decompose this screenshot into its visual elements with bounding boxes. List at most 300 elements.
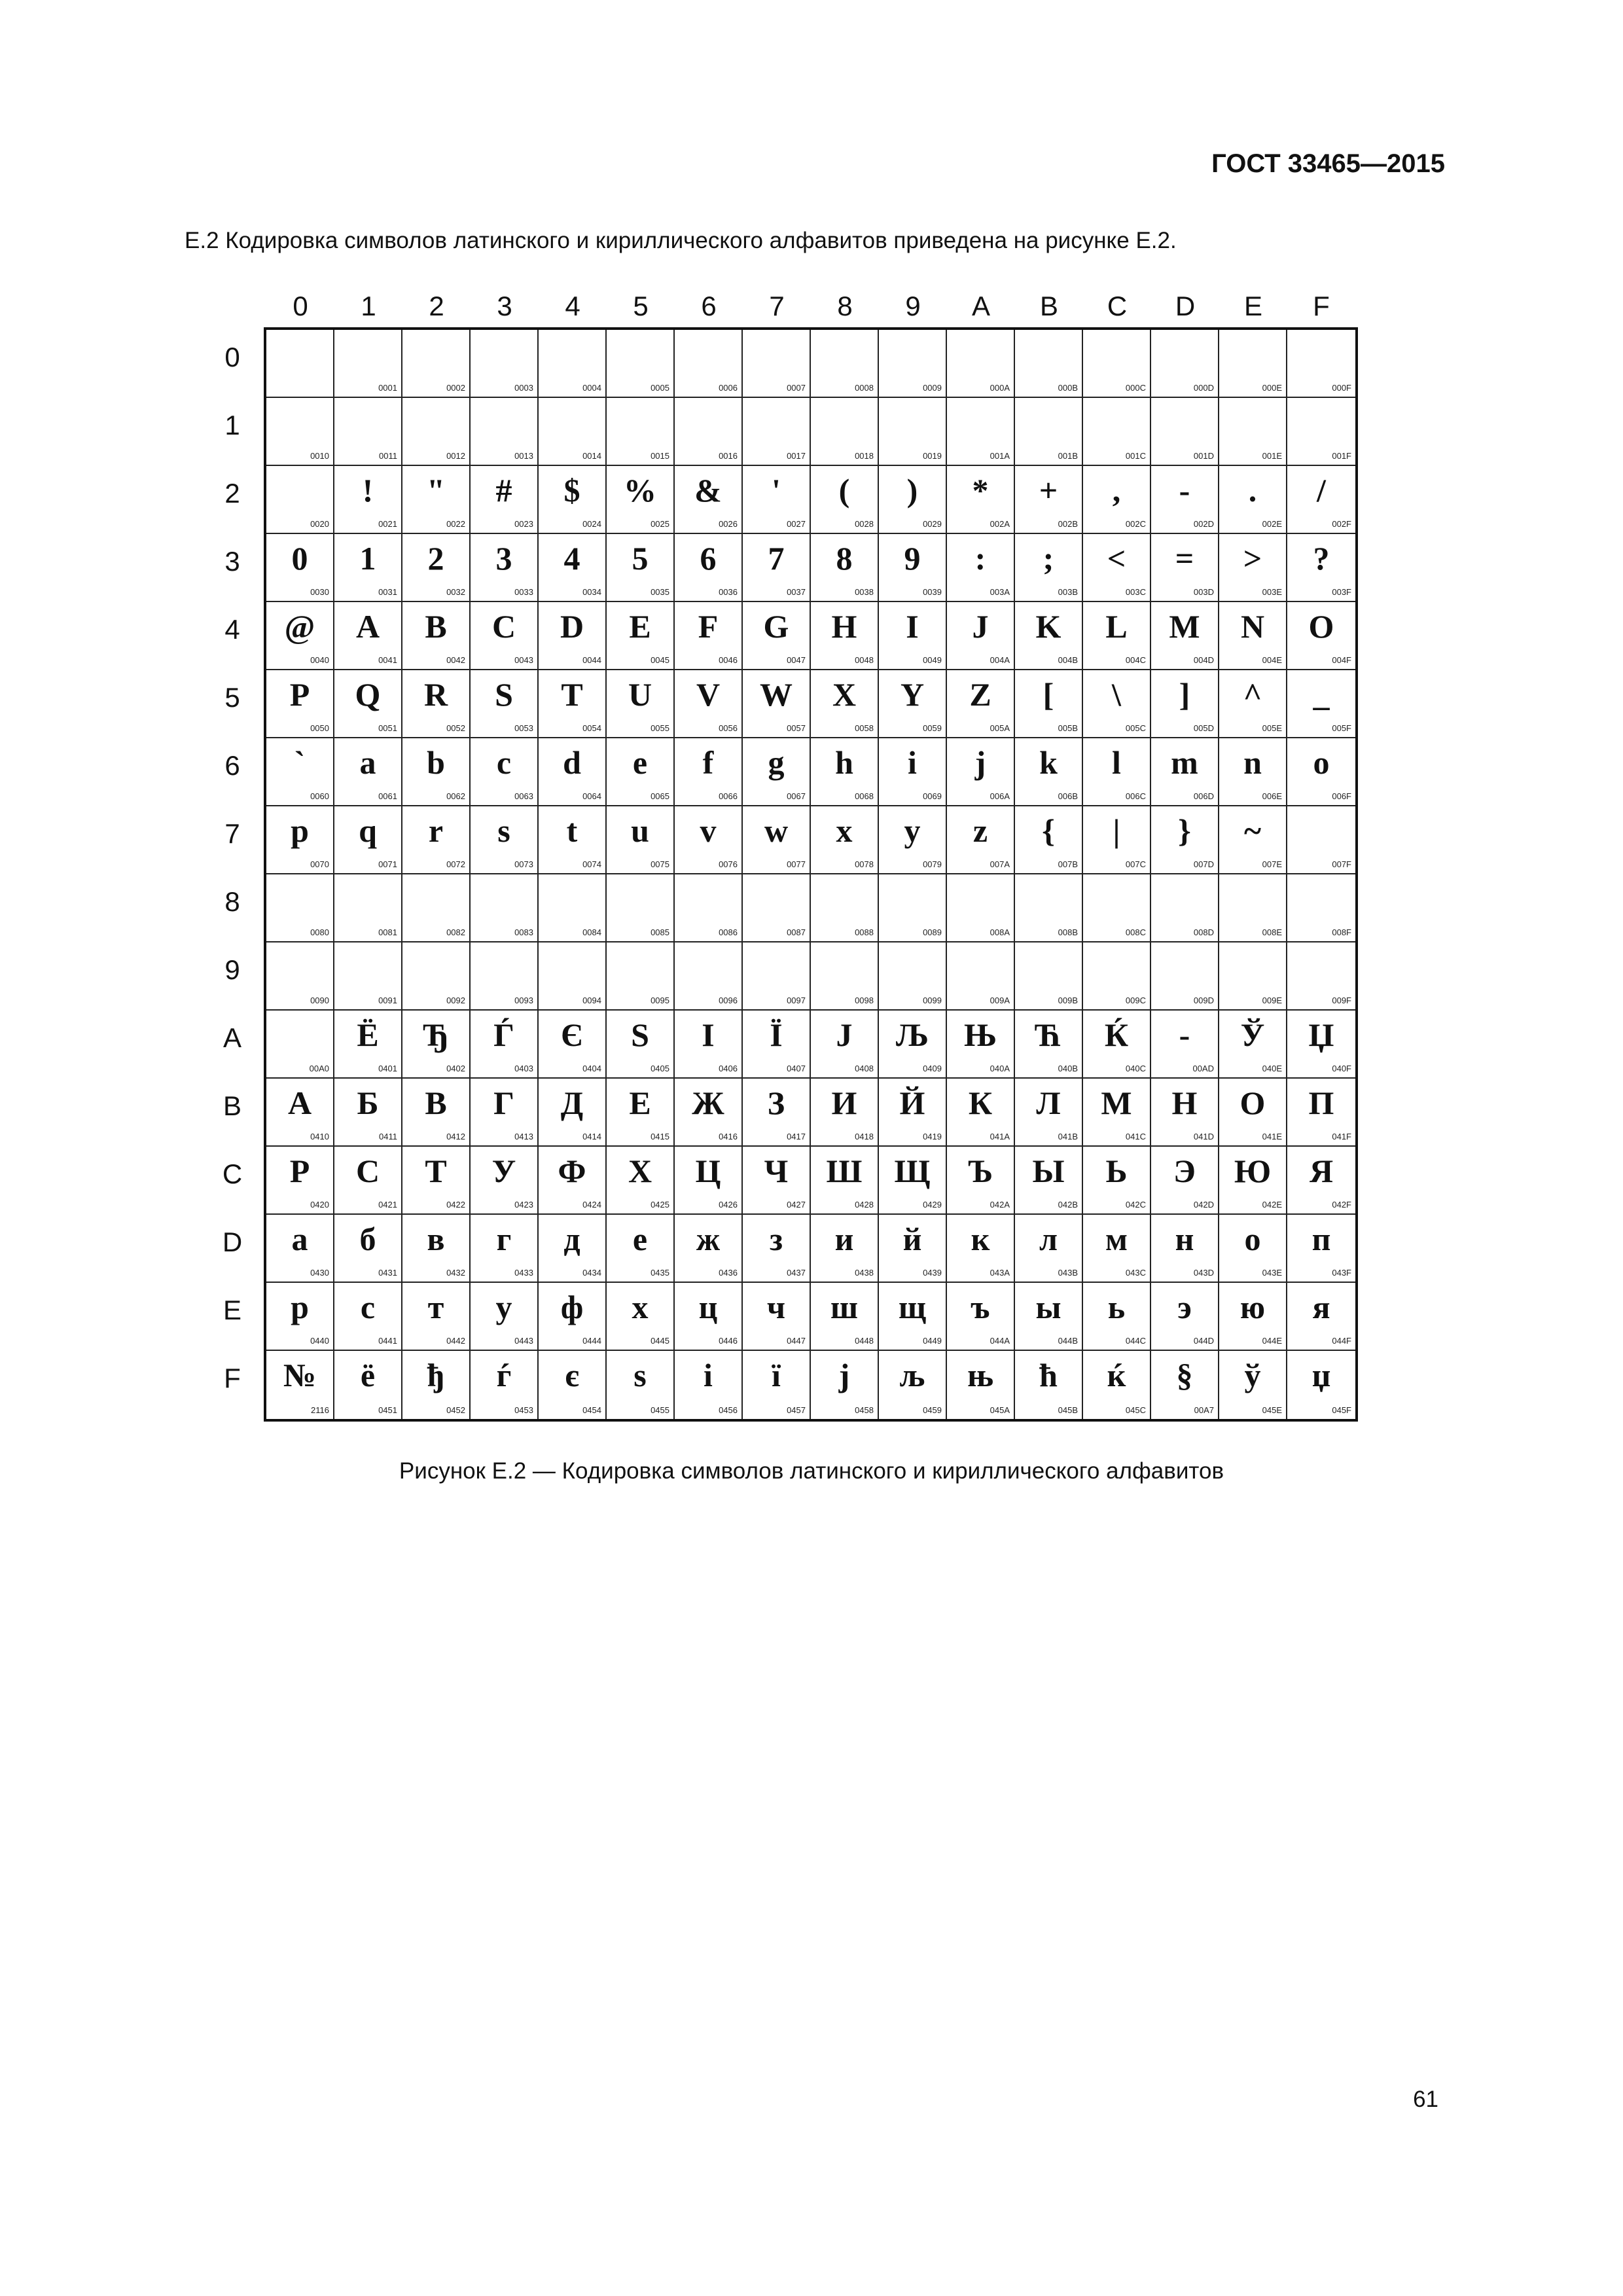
row-label: 0 xyxy=(224,342,240,372)
glyph: [ xyxy=(1043,676,1054,713)
code-point: 0012 xyxy=(446,451,465,461)
code-point: 0452 xyxy=(446,1405,465,1415)
code-point: 001E xyxy=(1262,451,1282,461)
glyph: > xyxy=(1243,540,1262,577)
glyph: Щ xyxy=(894,1153,931,1189)
table-cell xyxy=(334,874,402,942)
code-point: 007E xyxy=(1262,859,1282,869)
table-cell xyxy=(743,1283,811,1351)
table-cell xyxy=(1151,1351,1219,1419)
glyph: @ xyxy=(284,608,315,645)
table-cell xyxy=(334,1011,402,1079)
table-cell xyxy=(1287,330,1355,398)
table-cell xyxy=(675,1147,743,1215)
table-cell xyxy=(1151,806,1219,874)
code-point: 001B xyxy=(1058,451,1078,461)
code-point: 045E xyxy=(1262,1405,1282,1415)
code-point: 0068 xyxy=(855,791,874,801)
table-cell xyxy=(675,398,743,466)
table-cell xyxy=(743,670,811,738)
table-cell xyxy=(607,1283,675,1351)
table-cell xyxy=(402,1283,471,1351)
code-point: 001C xyxy=(1125,451,1146,461)
code-point: 0422 xyxy=(446,1200,465,1210)
code-point: 0098 xyxy=(855,996,874,1005)
table-cell xyxy=(471,942,539,1011)
table-cell xyxy=(675,602,743,670)
table-cell xyxy=(266,1079,334,1147)
table-cell xyxy=(1219,1147,1287,1215)
table-cell xyxy=(743,1079,811,1147)
code-point: 042E xyxy=(1262,1200,1282,1210)
glyph: § xyxy=(1176,1357,1193,1393)
code-point: 0075 xyxy=(651,859,669,869)
glyph: г xyxy=(496,1221,512,1257)
code-point: 0031 xyxy=(378,587,397,597)
code-point: 043E xyxy=(1262,1268,1282,1278)
table-cell xyxy=(1151,1079,1219,1147)
table-cell xyxy=(1151,1283,1219,1351)
table-cell xyxy=(266,738,334,806)
code-point: 0447 xyxy=(787,1336,806,1346)
table-cell xyxy=(879,1215,947,1283)
code-point: 0072 xyxy=(446,859,465,869)
table-cell xyxy=(879,806,947,874)
table-cell xyxy=(607,1011,675,1079)
table-cell xyxy=(539,1351,607,1419)
code-point: 0022 xyxy=(446,519,465,529)
glyph: Ш xyxy=(826,1153,863,1189)
table-cell xyxy=(402,466,471,534)
table-cell xyxy=(1015,670,1083,738)
code-point: 007B xyxy=(1058,859,1078,869)
glyph: Ц xyxy=(695,1153,721,1189)
glyph: Z xyxy=(969,676,991,713)
code-point: 0424 xyxy=(582,1200,601,1210)
table-cell xyxy=(471,738,539,806)
table-cell xyxy=(402,534,471,602)
code-point: 0038 xyxy=(855,587,874,597)
table-cell xyxy=(607,806,675,874)
glyph: Р xyxy=(289,1153,310,1189)
code-point: 002C xyxy=(1125,519,1146,529)
table-cell xyxy=(402,670,471,738)
code-point: 044D xyxy=(1193,1336,1214,1346)
column-label: 9 xyxy=(905,291,921,321)
table-cell xyxy=(1083,1351,1151,1419)
code-point: 005E xyxy=(1262,723,1282,733)
glyph: п xyxy=(1311,1221,1331,1257)
table-cell xyxy=(743,398,811,466)
table-cell xyxy=(1083,1079,1151,1147)
code-point: 0002 xyxy=(446,383,465,393)
glyph: | xyxy=(1113,812,1120,849)
table-cell xyxy=(266,466,334,534)
glyph: \ xyxy=(1112,676,1121,713)
code-point: 0051 xyxy=(378,723,397,733)
column-label: A xyxy=(971,291,990,321)
table-cell xyxy=(471,1351,539,1419)
code-point: 044F xyxy=(1332,1336,1351,1346)
code-point: 0027 xyxy=(787,519,806,529)
table-cell xyxy=(1015,534,1083,602)
code-point: 0436 xyxy=(719,1268,738,1278)
code-point: 0052 xyxy=(446,723,465,733)
table-cell xyxy=(1083,602,1151,670)
glyph: } xyxy=(1178,812,1191,849)
table-cell xyxy=(811,466,879,534)
table-cell xyxy=(539,1215,607,1283)
glyph: H xyxy=(831,608,857,645)
column-label: 7 xyxy=(769,291,785,321)
table-cell xyxy=(607,1215,675,1283)
table-cell xyxy=(1287,1351,1355,1419)
code-point: 003F xyxy=(1332,587,1351,597)
code-point: 0430 xyxy=(310,1268,329,1278)
code-point: 0071 xyxy=(378,859,397,869)
glyph: э xyxy=(1177,1289,1192,1325)
table-cell xyxy=(471,1079,539,1147)
row-label: 1 xyxy=(224,410,240,440)
code-point: 0017 xyxy=(787,451,806,461)
table-cell xyxy=(947,1147,1015,1215)
row-label: B xyxy=(223,1090,241,1121)
table-cell xyxy=(1015,602,1083,670)
glyph: Ѓ xyxy=(493,1016,514,1053)
table-cell xyxy=(266,942,334,1011)
table-cell xyxy=(1083,874,1151,942)
glyph: Ы xyxy=(1032,1153,1065,1189)
code-point: 001F xyxy=(1332,451,1351,461)
table-cell xyxy=(811,942,879,1011)
code-point: 0033 xyxy=(514,587,533,597)
code-point: 007A xyxy=(990,859,1010,869)
glyph: Ќ xyxy=(1104,1016,1129,1053)
glyph: Д xyxy=(560,1085,584,1121)
code-point: 0459 xyxy=(923,1405,942,1415)
table-cell xyxy=(743,330,811,398)
row-label: F xyxy=(224,1363,241,1393)
table-cell xyxy=(947,1215,1015,1283)
table-cell xyxy=(1083,330,1151,398)
code-point: 0007 xyxy=(787,383,806,393)
glyph: X xyxy=(832,676,857,713)
code-point: 0014 xyxy=(582,451,601,461)
code-point: 0426 xyxy=(719,1200,738,1210)
code-point: 0028 xyxy=(855,519,874,529)
table-cell xyxy=(402,398,471,466)
table-cell xyxy=(675,942,743,1011)
code-point: 007F xyxy=(1332,859,1351,869)
glyph: { xyxy=(1042,812,1055,849)
table-cell xyxy=(1287,874,1355,942)
glyph: Ў xyxy=(1240,1016,1265,1053)
code-point: 044C xyxy=(1125,1336,1146,1346)
glyph: Й xyxy=(899,1085,925,1121)
table-cell xyxy=(402,942,471,1011)
code-point: 009A xyxy=(990,996,1010,1005)
code-point: 0453 xyxy=(514,1405,533,1415)
code-point: 0024 xyxy=(582,519,601,529)
glyph: B xyxy=(425,608,447,645)
glyph: L xyxy=(1105,608,1128,645)
table-cell xyxy=(334,1215,402,1283)
table-cell xyxy=(1219,670,1287,738)
glyph: ^ xyxy=(1243,676,1262,713)
code-point: 001A xyxy=(990,451,1010,461)
table-cell xyxy=(1015,330,1083,398)
code-point: 0406 xyxy=(719,1064,738,1073)
table-cell xyxy=(1151,330,1219,398)
table-cell xyxy=(743,806,811,874)
row-label: E xyxy=(223,1295,241,1325)
table-cell xyxy=(947,466,1015,534)
table-cell xyxy=(947,330,1015,398)
glyph: ђ xyxy=(427,1357,445,1393)
glyph: ѕ xyxy=(633,1357,647,1393)
table-cell xyxy=(607,1079,675,1147)
code-point: 002E xyxy=(1262,519,1282,529)
table-cell xyxy=(1083,738,1151,806)
code-point: 0417 xyxy=(787,1132,806,1141)
code-point: 009C xyxy=(1125,996,1146,1005)
table-cell xyxy=(266,330,334,398)
glyph: Ј xyxy=(836,1016,853,1053)
table-cell xyxy=(402,1011,471,1079)
code-point: 0056 xyxy=(719,723,738,733)
code-point: 0443 xyxy=(514,1336,533,1346)
glyph: m xyxy=(1171,744,1198,781)
row-label: 5 xyxy=(224,682,240,713)
table-cell xyxy=(1015,466,1083,534)
glyph: ю xyxy=(1240,1289,1266,1325)
column-label: F xyxy=(1313,291,1330,321)
glyph: Я xyxy=(1309,1153,1334,1189)
code-point: 044B xyxy=(1058,1336,1078,1346)
glyph: ї xyxy=(772,1357,781,1393)
table-cell xyxy=(947,534,1015,602)
code-point: 040F xyxy=(1332,1064,1351,1073)
table-cell xyxy=(266,806,334,874)
glyph: f xyxy=(702,744,714,781)
glyph: R xyxy=(423,676,448,713)
glyph: а xyxy=(291,1221,308,1257)
table-cell xyxy=(471,1283,539,1351)
code-point: 0080 xyxy=(310,927,329,937)
glyph: ; xyxy=(1043,540,1054,577)
table-cell xyxy=(539,806,607,874)
glyph: F xyxy=(698,608,719,645)
glyph: ё xyxy=(360,1357,376,1393)
code-point: 006F xyxy=(1332,791,1351,801)
code-point: 0457 xyxy=(787,1405,806,1415)
code-point: 2116 xyxy=(311,1405,329,1415)
code-point: 0019 xyxy=(923,451,942,461)
table-cell xyxy=(1287,398,1355,466)
table-cell xyxy=(539,1011,607,1079)
code-point: 0404 xyxy=(582,1064,601,1073)
column-label: 4 xyxy=(565,291,580,321)
column-label: 5 xyxy=(633,291,649,321)
table-cell xyxy=(1083,534,1151,602)
table-cell xyxy=(1151,466,1219,534)
table-cell xyxy=(471,602,539,670)
glyph: Ь xyxy=(1105,1153,1128,1189)
glyph: I xyxy=(906,608,919,645)
code-point: 009F xyxy=(1332,996,1351,1005)
table-cell xyxy=(879,670,947,738)
code-point: 0081 xyxy=(378,927,397,937)
glyph: _ xyxy=(1313,676,1330,713)
glyph: - xyxy=(1179,1016,1190,1053)
table-cell xyxy=(539,602,607,670)
code-point: 0403 xyxy=(514,1064,533,1073)
code-point: 0454 xyxy=(582,1405,601,1415)
code-point: 0090 xyxy=(310,996,329,1005)
code-point: 0018 xyxy=(855,451,874,461)
table-cell xyxy=(675,1079,743,1147)
code-point: 043F xyxy=(1332,1268,1351,1278)
code-point: 0040 xyxy=(310,655,329,665)
code-point: 0440 xyxy=(310,1336,329,1346)
column-label: 3 xyxy=(497,291,512,321)
code-point: 0084 xyxy=(582,927,601,937)
glyph: t xyxy=(566,812,578,849)
table-cell xyxy=(402,874,471,942)
table-cell xyxy=(743,874,811,942)
code-point: 0099 xyxy=(923,996,942,1005)
code-point: 041C xyxy=(1125,1132,1146,1141)
code-point: 0085 xyxy=(651,927,669,937)
code-point: 041A xyxy=(990,1132,1010,1141)
code-point: 042C xyxy=(1125,1200,1146,1210)
code-point: 0061 xyxy=(378,791,397,801)
column-label: 2 xyxy=(429,291,444,321)
table-cell xyxy=(607,330,675,398)
glyph: ў xyxy=(1244,1357,1261,1393)
glyph: o xyxy=(1313,744,1330,781)
glyph: h xyxy=(835,744,853,781)
table-cell xyxy=(539,942,607,1011)
code-point: 0435 xyxy=(651,1268,669,1278)
table-cell xyxy=(1083,942,1151,1011)
glyph: y xyxy=(904,812,921,849)
table-cell xyxy=(471,466,539,534)
code-point: 004A xyxy=(990,655,1010,665)
glyph: 9 xyxy=(904,540,921,577)
code-point: 0059 xyxy=(923,723,942,733)
column-label: B xyxy=(1039,291,1058,321)
code-point: 0456 xyxy=(719,1405,738,1415)
glyph: 0 xyxy=(291,540,308,577)
table-cell xyxy=(1151,1147,1219,1215)
table-cell xyxy=(1287,1283,1355,1351)
table-cell xyxy=(266,1215,334,1283)
table-cell xyxy=(1151,942,1219,1011)
glyph: Њ xyxy=(963,1016,997,1053)
glyph: # xyxy=(495,472,512,509)
glyph: ц xyxy=(698,1289,718,1325)
glyph: w xyxy=(764,812,789,849)
code-point: 043B xyxy=(1058,1268,1078,1278)
code-point: 000D xyxy=(1193,383,1214,393)
table-cell xyxy=(471,1215,539,1283)
glyph: Ъ xyxy=(967,1153,993,1189)
glyph: н xyxy=(1175,1221,1194,1257)
glyph: i xyxy=(908,744,917,781)
code-point: 0412 xyxy=(446,1132,465,1141)
row-label: 3 xyxy=(224,546,240,577)
glyph: g xyxy=(768,744,785,781)
code-point: 0087 xyxy=(787,927,806,937)
code-point: 0076 xyxy=(719,859,738,869)
glyph: о xyxy=(1244,1221,1261,1257)
table-cell xyxy=(539,738,607,806)
table-cell xyxy=(1219,738,1287,806)
code-point: 0015 xyxy=(651,451,669,461)
code-point: 0405 xyxy=(651,1064,669,1073)
table-cell xyxy=(947,1011,1015,1079)
glyph: № xyxy=(283,1357,317,1393)
table-cell xyxy=(402,738,471,806)
glyph: Г xyxy=(493,1085,514,1121)
table-cell xyxy=(607,1147,675,1215)
table-cell xyxy=(811,534,879,602)
code-point: 006D xyxy=(1193,791,1214,801)
code-point: 0034 xyxy=(582,587,601,597)
code-point: 008B xyxy=(1058,927,1078,937)
glyph: D xyxy=(560,608,584,645)
table-cell xyxy=(675,1011,743,1079)
table-cell xyxy=(811,1215,879,1283)
code-point: 043D xyxy=(1193,1268,1214,1278)
table-cell xyxy=(1083,1147,1151,1215)
code-point: 00A0 xyxy=(309,1064,329,1073)
glyph: Ё xyxy=(357,1016,379,1053)
table-cell xyxy=(743,1351,811,1419)
glyph: б xyxy=(359,1221,376,1257)
code-point: 0455 xyxy=(651,1405,669,1415)
table-cell xyxy=(1015,738,1083,806)
code-point: 000B xyxy=(1058,383,1078,393)
table-cell xyxy=(1219,1351,1287,1419)
table-cell xyxy=(743,942,811,1011)
code-point: 044E xyxy=(1262,1336,1282,1346)
code-point: 0420 xyxy=(310,1200,329,1210)
glyph: , xyxy=(1112,472,1121,509)
glyph: E xyxy=(629,608,651,645)
code-point: 0009 xyxy=(923,383,942,393)
table-cell xyxy=(266,602,334,670)
glyph: А xyxy=(287,1085,312,1121)
glyph: Y xyxy=(900,676,925,713)
glyph: З xyxy=(767,1085,785,1121)
table-cell xyxy=(402,1079,471,1147)
table-cell xyxy=(811,1351,879,1419)
code-point: 002D xyxy=(1193,519,1214,529)
table-cell xyxy=(879,942,947,1011)
glyph: ж xyxy=(696,1221,721,1257)
table-cell xyxy=(1151,738,1219,806)
table-cell xyxy=(1219,1283,1287,1351)
code-point: 0434 xyxy=(582,1268,601,1278)
code-point: 0088 xyxy=(855,927,874,937)
code-point: 005C xyxy=(1125,723,1146,733)
glyph: О xyxy=(1240,1085,1266,1121)
code-point: 003D xyxy=(1193,587,1214,597)
row-label: A xyxy=(223,1022,241,1053)
code-point: 004D xyxy=(1193,655,1214,665)
